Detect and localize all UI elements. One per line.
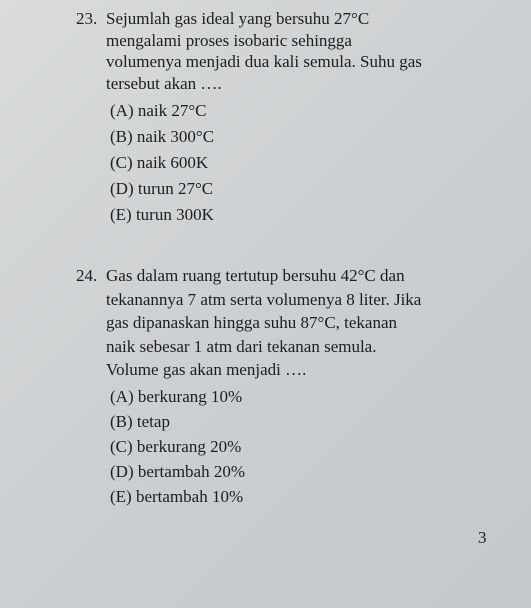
answer-option-c[interactable]: (C) berkurang 20% xyxy=(110,436,242,456)
question-24 xyxy=(76,264,516,509)
question-stem-line: naik sebesar 1 atm dari tekanan semula. xyxy=(106,336,377,356)
answer-option-a[interactable]: (A) berkurang 10% xyxy=(110,386,243,406)
question-number: 24. xyxy=(76,266,98,285)
question-stem-line: 23. Sejumlah gas ideal yang bersuhu 27°C xyxy=(76,9,370,28)
question-number: 23. xyxy=(76,9,98,28)
question-stem-line: Volume gas akan menjadi …. xyxy=(106,360,307,379)
answer-option-c[interactable]: (C) naik 600K xyxy=(110,153,209,172)
answer-option-b[interactable]: (B) tetap xyxy=(110,411,170,431)
answer-option-a[interactable]: (A) naik 27°C xyxy=(110,101,207,120)
answer-option-d[interactable]: (D) bertambah 20% xyxy=(110,461,246,481)
question-stem-line: tersebut akan …. xyxy=(106,73,222,93)
question-stem-line: 24. Gas dalam ruang tertutup bersuhu 42°C dan xyxy=(76,264,516,288)
answer-options xyxy=(76,384,516,509)
answer-option-e[interactable]: (E) bertambah 10% xyxy=(110,486,244,506)
answer-option-d[interactable]: (D) turun 27°C xyxy=(110,179,214,198)
question-stem-line: tekanannya 7 atm serta volumenya 8 liter. Jika xyxy=(106,289,422,309)
page-number: 3 xyxy=(478,528,487,547)
answer-option-b[interactable]: (B) naik 300°C xyxy=(110,127,215,146)
answer-options xyxy=(76,98,516,228)
answer-option-e[interactable]: (E) turun 300K xyxy=(110,205,214,224)
question-stem-line: gas dipanaskan hingga suhu 87°C, tekanan xyxy=(106,313,398,332)
question-stem-line: volumenya menjadi dua kali semula. Suhu gas xyxy=(106,52,422,71)
question-stem-line: mengalami proses isobaric sehingga xyxy=(106,30,352,50)
question-23 xyxy=(76,8,516,228)
